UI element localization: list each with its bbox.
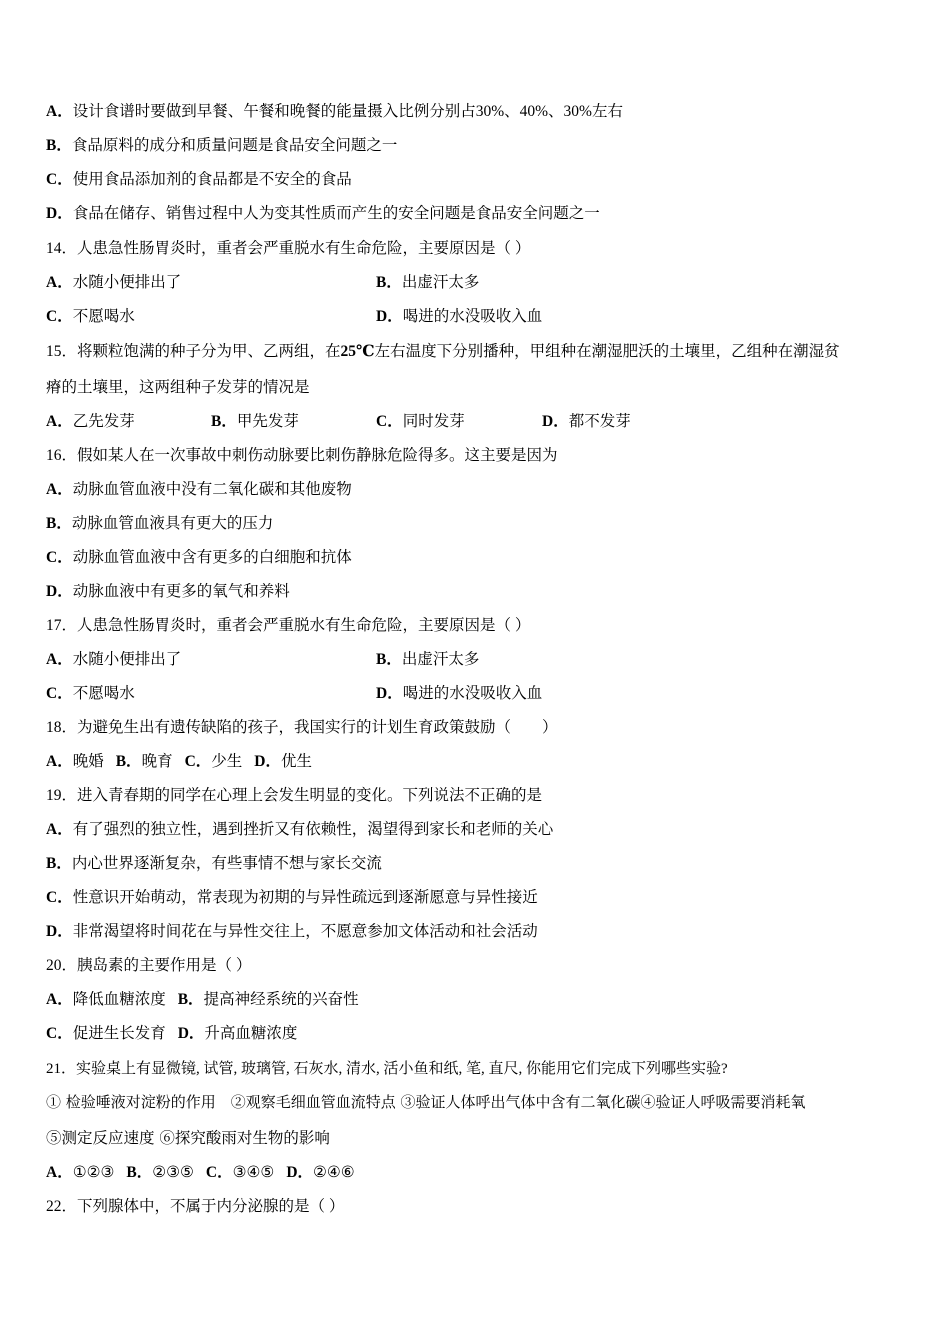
question-17-stem <box>46 615 530 636</box>
option-text: ①②③ <box>72 1163 115 1181</box>
option-text: 设计食谱时要做到早餐、午餐和晚餐的能量摄入比例分别占30%、40%、30%左右 <box>72 103 623 120</box>
option-text: 同时发芽 <box>402 412 465 430</box>
option-text: ③④⑤ <box>232 1163 275 1181</box>
option-label: B． <box>126 1164 153 1181</box>
option-text: 降低血糖浓度 <box>72 990 166 1008</box>
question-20-options-row-1 <box>46 989 359 1010</box>
option-label: B． <box>46 855 72 872</box>
option-label: D． <box>542 413 569 430</box>
question-17-options-row-2 <box>46 683 543 704</box>
option-label: D． <box>376 685 403 702</box>
option-text: 少生 <box>211 752 243 770</box>
question-18-stem <box>46 717 558 738</box>
question-22-stem <box>46 1196 344 1217</box>
option-text: 晚婚 <box>72 752 104 770</box>
question-21-items-continued <box>46 1128 330 1148</box>
option-label: A． <box>46 1164 73 1181</box>
option-label: A． <box>46 413 73 430</box>
option-label: C． <box>46 308 73 325</box>
option-label: C． <box>184 753 212 770</box>
question-15-options <box>46 411 906 431</box>
question-text: 21．实验桌上有显微镜, 试管, 玻璃管, 石灰水, 清水, 活小鱼和纸, 笔, 直尺, 你能用它们完成下列哪些实验? <box>46 1061 728 1077</box>
option-text: 非常渴望将时间花在与异性交往上，不愿意参加文体活动和社会活动 <box>72 922 538 940</box>
option-label: A． <box>46 481 73 498</box>
question-text: 18．为避免生出有遗传缺陷的孩子，我国实行的计划生育政策鼓励（ ） <box>46 719 558 736</box>
option-text: 性意识开始萌动，常表现为初期的与异性疏远到逐渐愿意与异性接近 <box>72 888 538 906</box>
option-label: D． <box>46 923 73 940</box>
option-label: B． <box>376 651 402 668</box>
option-text: 促进生长发育 <box>72 1024 166 1042</box>
option-label: A． <box>46 991 73 1008</box>
question-15-stem <box>46 341 840 362</box>
option-label: D． <box>254 753 281 770</box>
option-text: 不愿喝水 <box>72 684 135 702</box>
option-text: 有了强烈的独立性，遇到挫折又有依赖性，渴望得到家长和老师的关心 <box>72 820 554 838</box>
question-19-option-c <box>46 887 538 908</box>
option-label: C． <box>46 171 73 188</box>
option-label: B． <box>177 991 204 1008</box>
question-text: 15．将颗粒饱满的种子分为甲、乙两组，在 <box>46 343 341 360</box>
option-label: C． <box>46 889 73 906</box>
option-text: 不愿喝水 <box>72 307 135 325</box>
option-a-diet <box>46 101 623 122</box>
option-text: 食品在储存、销售过程中人为变其性质而产生的安全问题是食品安全问题之一 <box>72 204 600 222</box>
option-label: D． <box>177 1025 205 1042</box>
option-label: C． <box>46 1025 73 1042</box>
option-text: 食品原料的成分和质量问题是食品安全问题之一 <box>71 136 398 154</box>
question-16-option-c <box>46 547 352 568</box>
option-text: 动脉血管血液具有更大的压力 <box>71 514 274 532</box>
option-text: 都不发芽 <box>568 412 631 430</box>
option-text: 内心世界逐渐复杂，有些事情不想与家长交流 <box>71 854 382 872</box>
option-text: 喝进的水没吸收入血 <box>402 684 543 702</box>
option-d-storage <box>46 203 600 224</box>
question-text: 19．进入青春期的同学在心理上会发生明显的变化。下列说法不正确的是 <box>46 787 543 804</box>
option-c-additives <box>46 169 352 190</box>
option-label: C． <box>46 549 73 566</box>
question-14-options-row-2 <box>46 306 543 327</box>
question-16-option-b <box>46 513 273 534</box>
question-14-options-row-1 <box>46 272 480 293</box>
option-text: 水随小便排出了 <box>72 650 182 668</box>
option-text: 使用食品添加剂的食品都是不安全的食品 <box>72 170 352 188</box>
option-label: A． <box>46 274 73 291</box>
option-text: 水随小便排出了 <box>72 273 182 291</box>
option-text: 升高血糖浓度 <box>204 1024 298 1042</box>
question-16-option-d <box>46 581 290 602</box>
option-text: 出虚汗太多 <box>401 273 480 291</box>
question-14-option-b <box>376 272 479 293</box>
question-20-stem <box>46 955 251 976</box>
question-15-option-b <box>211 411 299 432</box>
question-14-option-d <box>376 306 542 327</box>
question-text: 瘠的土壤里，这两组种子发芽的情况是 <box>46 378 310 396</box>
question-text: 16．假如某人在一次事故中刺伤动脉要比刺伤静脉危险得多。这主要是因为 <box>46 447 558 464</box>
question-19-option-a <box>46 819 553 840</box>
question-21-options <box>46 1162 355 1183</box>
option-text: 动脉血管血液中含有更多的白细胞和抗体 <box>72 548 352 566</box>
option-label: B． <box>115 753 142 770</box>
option-label: C． <box>46 685 73 702</box>
option-b-food-safety <box>46 135 397 156</box>
option-text: 乙先发芽 <box>72 412 135 430</box>
option-label: B． <box>376 274 402 291</box>
question-16-stem <box>46 445 558 466</box>
option-text: 优生 <box>281 752 313 770</box>
option-label: D． <box>46 583 73 600</box>
question-19-stem <box>46 785 542 806</box>
option-text: 提高神经系统的兴奋性 <box>203 990 359 1008</box>
experiment-list: ① 检验唾液对淀粉的作用 ②观察毛细血管血流特点 ③验证人体呼出气体中含有二氧化碳④验证人呼吸需要消耗氧 <box>46 1093 806 1111</box>
question-text: 22．下列腺体中，不属于内分泌腺的是（ ） <box>46 1198 345 1215</box>
question-text: 17．人患急性肠胃炎时，重者会严重脱水有生命危险，主要原因是（ ） <box>46 617 531 634</box>
option-text: 动脉血液中有更多的氧气和养料 <box>72 582 290 600</box>
question-17-option-d <box>376 683 542 704</box>
option-label: C． <box>205 1164 233 1181</box>
option-label: D． <box>286 1164 314 1181</box>
option-label: C． <box>376 413 403 430</box>
option-text: 甲先发芽 <box>236 412 299 430</box>
question-19-option-b <box>46 853 382 874</box>
option-text: ②④⑥ <box>313 1163 355 1181</box>
question-16-option-a <box>46 479 352 500</box>
question-15-option-a <box>46 411 135 432</box>
question-20-options-row-2 <box>46 1023 297 1044</box>
question-text: 14．人患急性肠胃炎时，重者会严重脱水有生命危险，主要原因是（ ） <box>46 240 531 257</box>
option-label: A． <box>46 821 73 838</box>
option-text: 晚育 <box>141 752 173 770</box>
option-label: A． <box>46 651 73 668</box>
question-text: 20．胰岛素的主要作用是（ ） <box>46 957 252 974</box>
option-text: 喝进的水没吸收入血 <box>402 307 543 325</box>
experiment-list: ⑤测定反应速度 ⑥探究酸雨对生物的影响 <box>46 1129 330 1147</box>
option-label: D． <box>46 205 73 222</box>
temperature-value: 25℃ <box>340 343 375 360</box>
question-text: 左右温度下分别播种，甲组种在潮湿肥沃的土壤里，乙组种在潮湿贫 <box>374 342 840 360</box>
option-text: ②③⑤ <box>152 1163 194 1181</box>
question-21-items <box>46 1092 806 1112</box>
question-17-option-b <box>376 649 479 670</box>
question-14-stem <box>46 238 530 259</box>
question-15-stem-continued <box>46 377 310 397</box>
option-label: A． <box>46 753 73 770</box>
option-text: 出虚汗太多 <box>401 650 480 668</box>
question-15-option-d <box>542 411 631 432</box>
question-19-option-d <box>46 921 538 942</box>
option-label: D． <box>376 308 403 325</box>
question-17-options-row-1 <box>46 649 480 670</box>
question-15-option-c <box>376 411 465 432</box>
question-21-stem <box>46 1058 728 1079</box>
option-label: A． <box>46 103 73 120</box>
option-label: B． <box>46 515 72 532</box>
question-18-options <box>46 751 312 772</box>
option-text: 动脉血管血液中没有二氧化碳和其他废物 <box>72 480 352 498</box>
option-label: B． <box>46 137 72 154</box>
option-label: B． <box>211 413 237 430</box>
